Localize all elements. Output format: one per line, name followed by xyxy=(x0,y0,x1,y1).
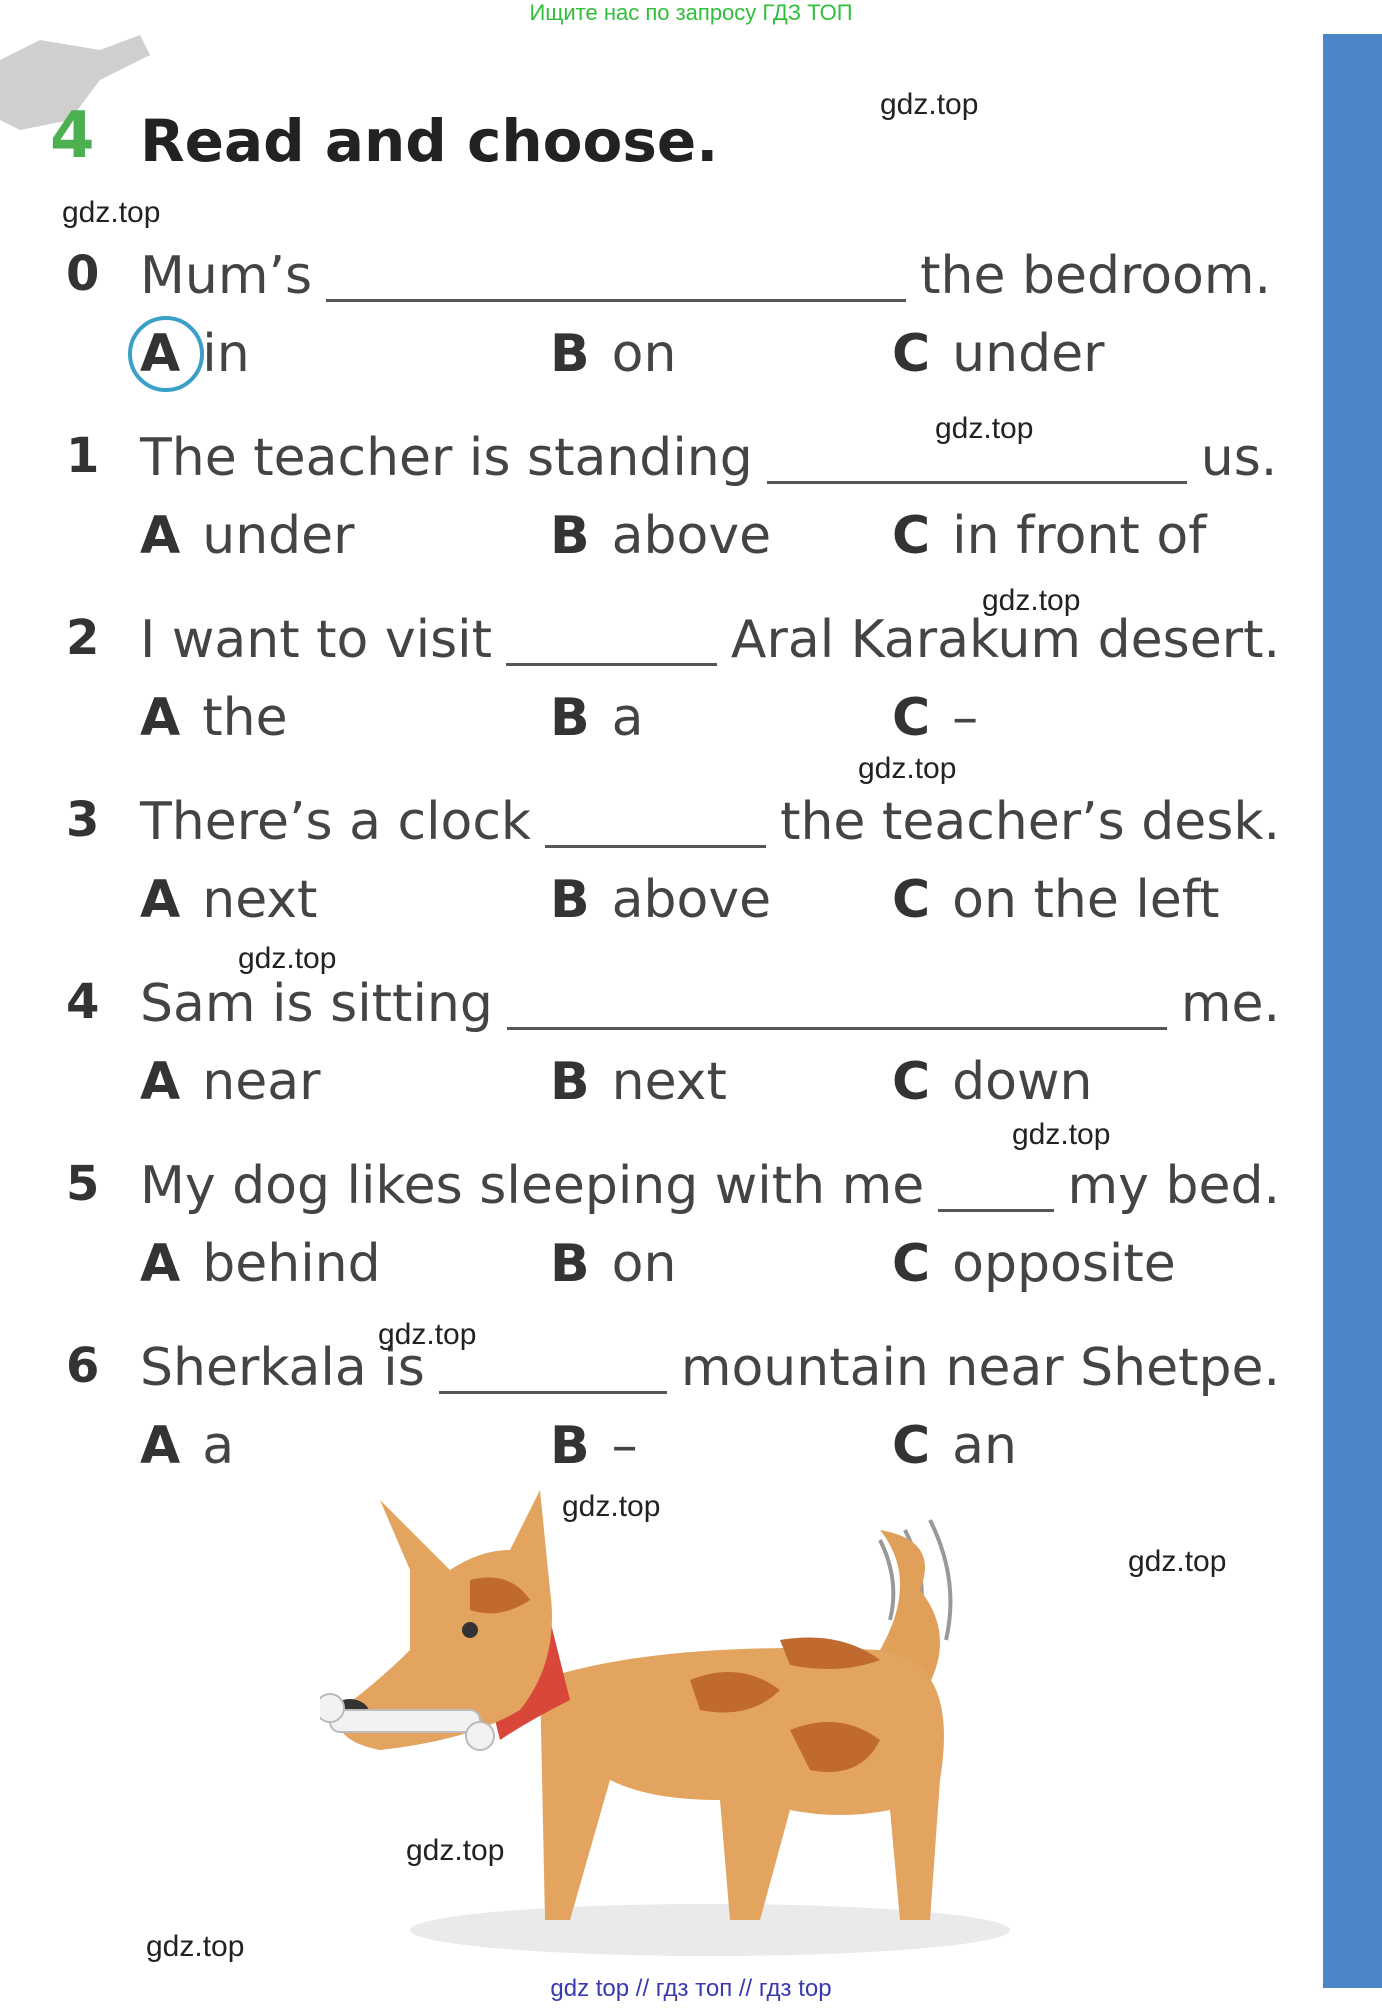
option-letter xyxy=(550,1416,590,1476)
letter-text: C xyxy=(892,324,931,384)
option-c[interactable] xyxy=(892,1052,1093,1112)
question-3 xyxy=(0,792,1300,966)
answer-blank[interactable] xyxy=(439,1347,667,1394)
answer-blank[interactable] xyxy=(507,983,1167,1030)
option-text: – xyxy=(952,688,979,748)
option-text: an xyxy=(952,1416,1017,1476)
sentence-after: my bed. xyxy=(1067,1156,1280,1216)
answer-blank[interactable] xyxy=(326,255,906,302)
option-b[interactable] xyxy=(550,1234,677,1294)
page-edge-strip xyxy=(1323,34,1382,1988)
option-letter xyxy=(140,324,181,384)
option-letter xyxy=(892,506,931,566)
option-letter xyxy=(550,506,590,566)
sentence-after: the bedroom. xyxy=(920,246,1272,306)
question-number: 6 xyxy=(66,1338,100,1394)
option-text: next xyxy=(611,1052,727,1112)
option-text: behind xyxy=(202,1234,381,1294)
option-text: on xyxy=(611,1234,677,1294)
option-letter xyxy=(140,1052,181,1112)
watermark: gdz.top xyxy=(562,1490,661,1523)
watermark: gdz.top xyxy=(982,584,1081,617)
option-a[interactable] xyxy=(140,506,355,566)
question-sentence xyxy=(140,974,1280,1034)
watermark: gdz.top xyxy=(880,88,979,121)
sentence-before: Sam is sitting xyxy=(140,974,493,1034)
question-sentence xyxy=(140,1156,1280,1216)
footer-watermark[interactable]: gdz top // гдз топ // гдз top xyxy=(550,1975,832,2002)
letter-text: B xyxy=(550,870,590,930)
watermark: gdz.top xyxy=(406,1834,505,1867)
dog-illustration xyxy=(320,1480,1040,1960)
letter-text: B xyxy=(550,1234,590,1294)
option-a[interactable] xyxy=(140,1052,321,1112)
option-text: under xyxy=(202,506,355,566)
letter-text: C xyxy=(892,870,931,930)
question-sentence xyxy=(140,246,1280,306)
option-text: next xyxy=(202,870,318,930)
option-c[interactable] xyxy=(892,1234,1176,1294)
answer-blank[interactable] xyxy=(938,1165,1053,1212)
option-letter xyxy=(140,1416,181,1476)
question-2 xyxy=(0,610,1300,784)
option-c[interactable] xyxy=(892,324,1105,384)
options-row xyxy=(0,688,1300,752)
watermark: gdz.top xyxy=(378,1318,477,1351)
option-letter xyxy=(892,1052,931,1112)
option-letter xyxy=(892,1416,931,1476)
sentence-after: Aral Karakum desert. xyxy=(730,610,1280,670)
letter-text: B xyxy=(550,1416,590,1476)
sentence-after: the teacher’s desk. xyxy=(780,792,1280,852)
letter-text: C xyxy=(892,1234,931,1294)
letter-text: B xyxy=(550,324,590,384)
option-letter xyxy=(140,506,181,566)
options-row xyxy=(0,324,1300,388)
option-text: above xyxy=(611,870,772,930)
option-a[interactable] xyxy=(140,870,318,930)
option-b[interactable] xyxy=(550,1416,638,1476)
letter-text: B xyxy=(550,688,590,748)
question-number: 2 xyxy=(66,610,100,666)
answer-blank[interactable] xyxy=(506,619,717,666)
option-letter xyxy=(550,1234,590,1294)
options-row xyxy=(0,1416,1300,1480)
option-text: in xyxy=(202,324,250,384)
option-a[interactable] xyxy=(140,1234,381,1294)
option-text: near xyxy=(202,1052,321,1112)
sentence-before: I want to visit xyxy=(140,610,493,670)
question-sentence xyxy=(140,792,1280,852)
option-text: a xyxy=(202,1416,235,1476)
question-0 xyxy=(0,246,1300,420)
sentence-before: Mum’s xyxy=(140,246,313,306)
letter-text: C xyxy=(892,506,931,566)
letter-text: A xyxy=(140,324,181,384)
option-letter xyxy=(140,688,181,748)
option-c[interactable] xyxy=(892,688,979,748)
options-row xyxy=(0,870,1300,934)
question-number: 4 xyxy=(66,974,100,1030)
option-b[interactable] xyxy=(550,870,772,930)
letter-text: C xyxy=(892,1052,931,1112)
sentence-after: mountain near Shetpe. xyxy=(680,1338,1280,1398)
option-text: a xyxy=(611,688,644,748)
options-row xyxy=(0,1052,1300,1116)
letter-text: B xyxy=(550,506,590,566)
watermark: gdz.top xyxy=(146,1930,245,1963)
option-text: on the left xyxy=(952,870,1220,930)
sentence-before: There’s a clock xyxy=(140,792,532,852)
option-a[interactable] xyxy=(140,1416,235,1476)
options-row xyxy=(0,1234,1300,1298)
option-c[interactable] xyxy=(892,870,1220,930)
sentence-before: My dog likes sleeping with me xyxy=(140,1156,925,1216)
option-letter xyxy=(892,1234,931,1294)
answer-blank[interactable] xyxy=(545,801,766,848)
option-letter xyxy=(140,1234,181,1294)
option-letter xyxy=(140,870,181,930)
answer-circle xyxy=(128,316,204,392)
options-row xyxy=(0,506,1300,570)
watermark: gdz.top xyxy=(1128,1545,1227,1578)
option-letter xyxy=(550,870,590,930)
question-sentence xyxy=(140,610,1280,670)
letter-text: A xyxy=(140,870,181,930)
option-c[interactable] xyxy=(892,506,1207,566)
watermark: gdz.top xyxy=(1012,1118,1111,1151)
question-number: 3 xyxy=(66,792,100,848)
option-text: the xyxy=(202,688,288,748)
letter-text: C xyxy=(892,1416,931,1476)
option-b[interactable] xyxy=(550,506,772,566)
option-text: down xyxy=(952,1052,1093,1112)
option-letter xyxy=(892,688,931,748)
letter-text: A xyxy=(140,1234,181,1294)
option-letter xyxy=(892,324,931,384)
question-5 xyxy=(0,1156,1300,1330)
question-number: 5 xyxy=(66,1156,100,1212)
sentence-before: Sherkala is xyxy=(140,1338,425,1398)
option-text: – xyxy=(611,1416,638,1476)
exercise-number: 4 xyxy=(50,99,95,173)
letter-text: A xyxy=(140,1416,181,1476)
sentence-after: me. xyxy=(1180,974,1280,1034)
top-banner[interactable]: Ищите нас по запросу ГДЗ ТОП xyxy=(529,0,853,25)
option-text: on xyxy=(611,324,677,384)
option-b[interactable] xyxy=(550,324,677,384)
option-a[interactable] xyxy=(140,324,250,384)
letter-text: A xyxy=(140,506,181,566)
option-text: opposite xyxy=(952,1234,1176,1294)
letter-text: C xyxy=(892,688,931,748)
exercise-title: Read and choose. xyxy=(140,107,719,175)
option-a[interactable] xyxy=(140,688,288,748)
option-letter xyxy=(892,870,931,930)
option-c[interactable] xyxy=(892,1416,1017,1476)
watermark: gdz.top xyxy=(935,412,1034,445)
letter-text: A xyxy=(140,688,181,748)
letter-text: B xyxy=(550,1052,590,1112)
option-b[interactable] xyxy=(550,688,644,748)
option-text: in front of xyxy=(952,506,1207,566)
sentence-before: The teacher is standing xyxy=(140,428,753,488)
question-number: 0 xyxy=(66,246,100,302)
letter-text: A xyxy=(140,1052,181,1112)
option-text: under xyxy=(952,324,1105,384)
option-letter xyxy=(550,1052,590,1112)
watermark: gdz.top xyxy=(238,942,337,975)
option-text: above xyxy=(611,506,772,566)
sentence-after: us. xyxy=(1200,428,1278,488)
watermark: gdz.top xyxy=(62,196,161,229)
option-letter xyxy=(550,324,590,384)
question-number: 1 xyxy=(66,428,100,484)
option-letter xyxy=(550,688,590,748)
question-sentence xyxy=(140,1338,1280,1398)
option-b[interactable] xyxy=(550,1052,727,1112)
watermark: gdz.top xyxy=(858,752,957,785)
